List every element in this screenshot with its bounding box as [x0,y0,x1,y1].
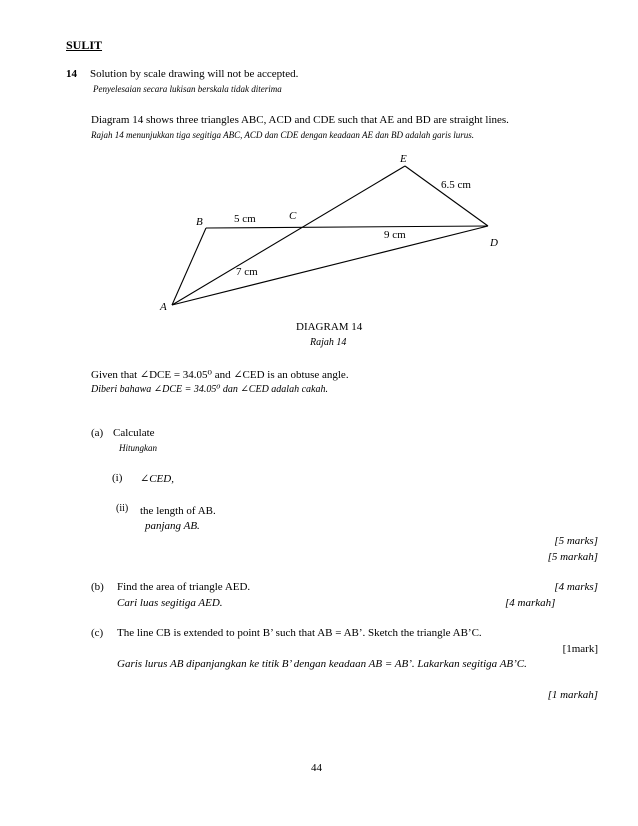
part-a-ii-text-english: the length of AB. [140,505,216,517]
length-BC: 5 cm [234,213,256,225]
given-english: Given that ∠DCE = 34.05⁰ and ∠CED is an obtuse angle. [91,369,349,381]
label-A: A [160,301,167,313]
part-a-text-malay: Hitungkan [119,443,157,453]
sulit-header: SULIT [66,38,103,52]
part-c-marks-malay: [1 markah] [547,689,598,701]
page-number: 44 [311,762,322,774]
label-C: C [289,210,297,222]
part-c-text-malay: Garis lurus AB dipanjangkan ke titik B’ dengan keadaan AB = AB’. Lakarkan segitiga AB’C. [117,658,527,670]
part-a-ii-text-malay: panjang AB. [145,520,200,532]
part-a-ii-label: (ii) [116,503,129,514]
line-AB [172,228,206,305]
part-c-marks-english: [1mark] [562,643,598,655]
label-E: E [400,153,407,165]
length-CD: 9 cm [384,229,406,241]
part-b-label: (b) [91,581,104,593]
part-b-marks-english: [4 marks] [554,581,598,593]
line-ED [405,166,488,226]
part-a-marks-english: [5 marks] [554,535,598,547]
part-a-marks-malay: [5 markah] [547,551,598,563]
part-c-text-english: The line CB is extended to point B’ such that AB = AB’. Sketch the triangle AB’C. [117,627,482,639]
diagram-caption-malay: Rajah 14 [310,337,347,348]
part-a-i-label: (i) [112,472,123,484]
part-b-marks-malay: [4 markah] [505,597,556,609]
part-b-text-malay: Cari luas segitiga AED. [117,597,223,609]
diagram-caption-english: DIAGRAM 14 [296,321,363,333]
part-a-i-text: ∠CED, [140,473,174,485]
intro-english: Diagram 14 shows three triangles ABC, ACD and CDE such that AE and BD are straight lines. [91,114,509,126]
part-a-text-english: Calculate [113,427,155,439]
note-malay: Penyelesaian secara lukisan berskala tidak diterima [93,84,282,94]
part-b-text-english: Find the area of triangle AED. [117,581,251,593]
label-B: B [196,216,203,228]
length-AC: 7 cm [236,266,258,278]
part-c-label: (c) [91,627,104,639]
note-english: Solution by scale drawing will not be accepted. [90,68,299,80]
line-BD [206,226,488,228]
length-DE: 6.5 cm [441,179,471,191]
line-AD [172,226,488,305]
intro-malay: Rajah 14 menunjukkan tiga segitiga ABC, ACD dan CDE dengan keadaan AE dan BD adalah garis lurus. [91,130,474,140]
line-AE [172,166,405,305]
question-number: 14 [66,68,77,80]
given-malay: Diberi bahawa ∠DCE = 34.05⁰ dan ∠CED adalah cakah. [91,384,328,395]
label-D: D [490,237,498,249]
part-a-label: (a) [91,427,104,439]
